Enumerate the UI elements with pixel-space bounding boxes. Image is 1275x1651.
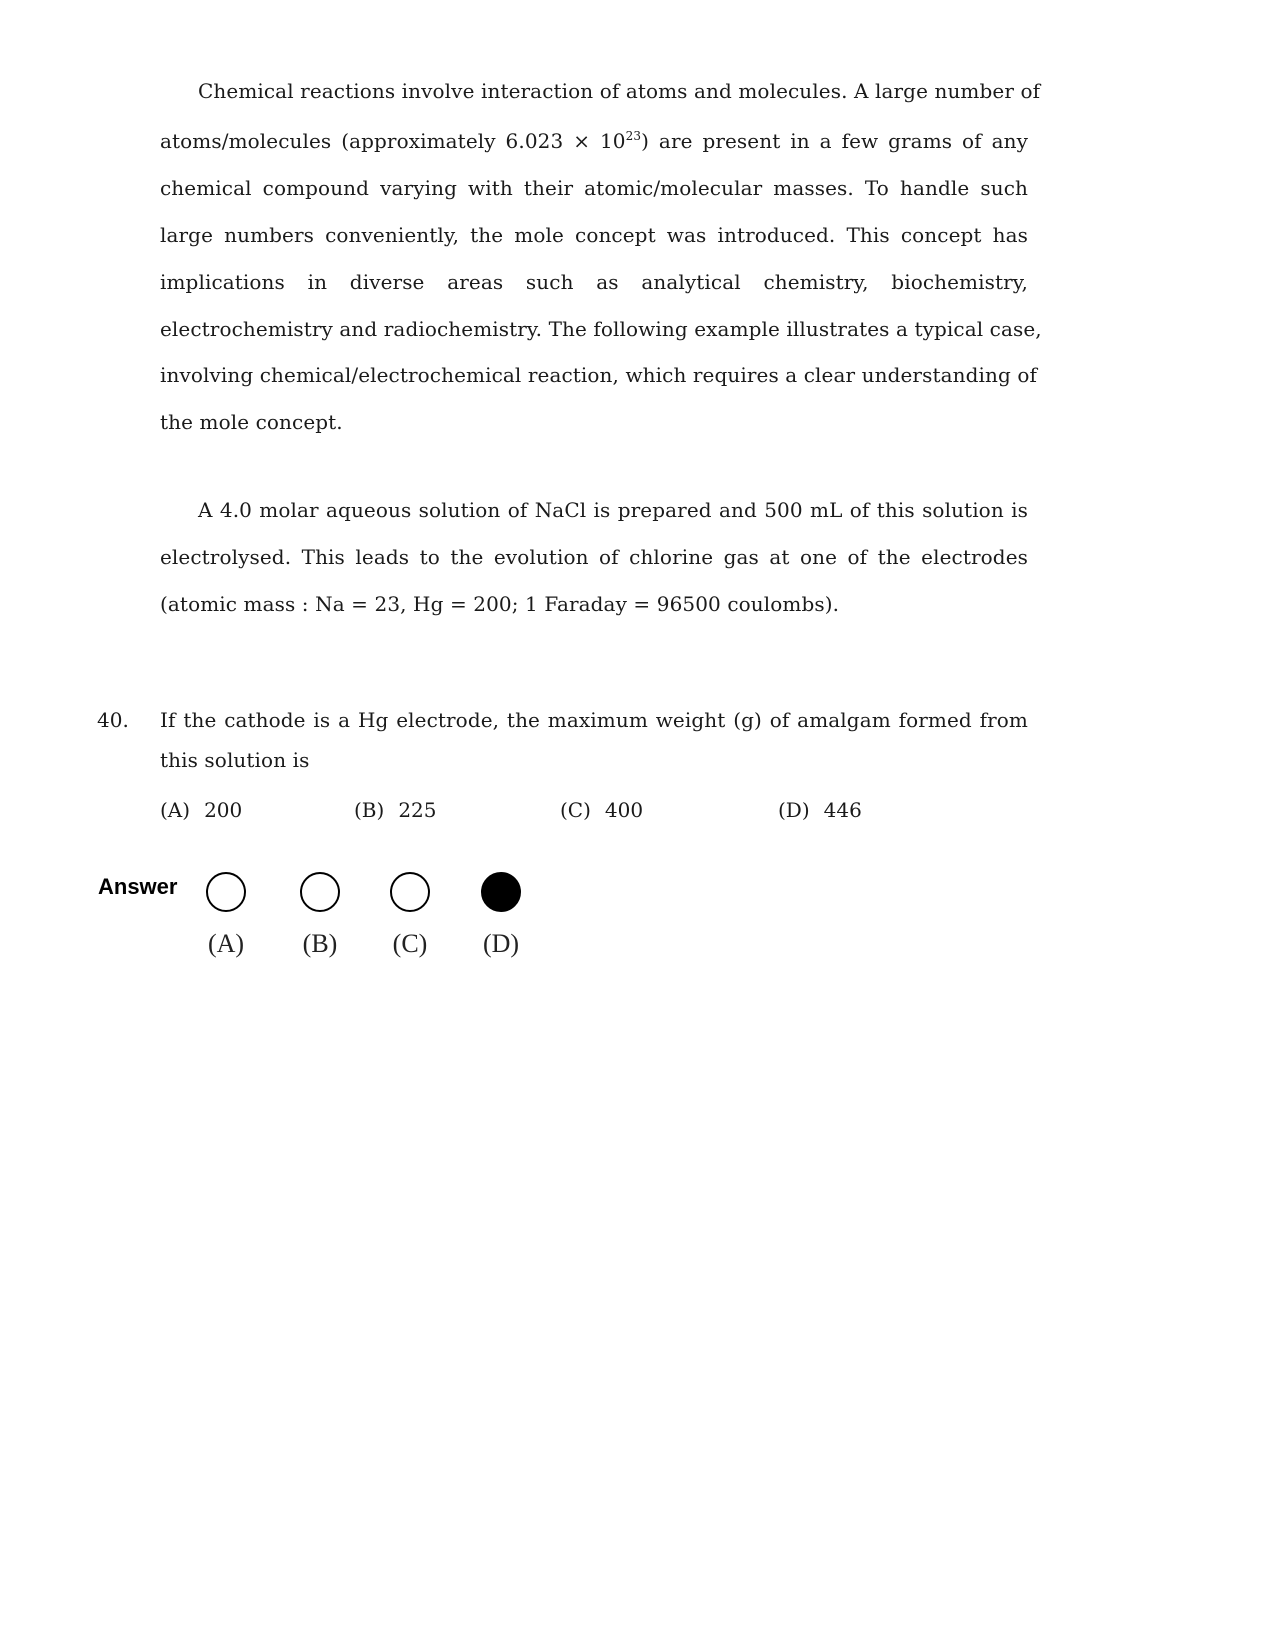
intro-line-2 xyxy=(160,128,1028,154)
exponent: 23 xyxy=(625,129,642,143)
answer-bubble-b[interactable] xyxy=(300,872,340,912)
option-a xyxy=(160,797,242,823)
answer-bubble-d-label: (D) xyxy=(482,929,520,958)
option-b-label: (B) xyxy=(354,798,385,822)
intro-line-8: the mole concept. xyxy=(160,410,343,434)
answer-bubble-d[interactable] xyxy=(481,872,521,912)
question-line-2: this solution is xyxy=(160,748,310,772)
answer-bubble-c-label: (C) xyxy=(392,929,428,958)
answer-label: Answer xyxy=(98,874,178,899)
intro-line-7: involving chemical/electrochemical reaction, which requires a clear understanding of xyxy=(160,363,1037,387)
answer-bubble-a[interactable] xyxy=(206,872,246,912)
option-b-value: 225 xyxy=(398,798,437,822)
option-d-label: (D) xyxy=(778,798,810,822)
intro-line-6: electrochemistry and radiochemistry. The following example illustrates a typical case, xyxy=(160,317,1042,341)
intro-line-4: large numbers conveniently, the mole concept was introduced. This concept has xyxy=(160,223,1028,247)
option-a-label: (A) xyxy=(160,798,191,822)
problem-line-2: electrolysed. This leads to the evolution of chlorine gas at one of the electrodes xyxy=(160,545,1028,569)
problem-line-3: (atomic mass : Na = 23, Hg = 200; 1 Faraday = 96500 coulombs). xyxy=(160,592,840,616)
option-a-value: 200 xyxy=(204,798,243,822)
question-number: 40. xyxy=(97,708,129,732)
question-line-1: If the cathode is a Hg electrode, the maximum weight (g) of amalgam formed from xyxy=(160,708,1028,732)
answer-bubble-b-label: (B) xyxy=(302,929,338,958)
option-d-value: 446 xyxy=(823,798,862,822)
intro-line-3: chemical compound varying with their atomic/molecular masses. To handle such xyxy=(160,176,1028,200)
intro-line-5: implications in diverse areas such as analytical chemistry, biochemistry, xyxy=(160,270,1028,294)
option-c-label: (C) xyxy=(560,798,591,822)
problem-line-1: A 4.0 molar aqueous solution of NaCl is prepared and 500 mL of this solution is xyxy=(198,498,1028,522)
option-c xyxy=(560,797,643,823)
answer-bubble-a-label: (A) xyxy=(207,929,245,958)
option-c-value: 400 xyxy=(604,798,644,822)
intro-line-2-pre: atoms/molecules (approximately 6.023 × 10 xyxy=(160,129,626,153)
problem-paragraph xyxy=(160,497,1028,617)
option-d xyxy=(778,797,862,823)
question-text xyxy=(160,707,1028,777)
option-b xyxy=(354,797,437,823)
intro-paragraph xyxy=(160,78,1042,448)
intro-line-2-post: ) are present in a few grams of any xyxy=(641,129,1028,153)
intro-line-1: Chemical reactions involve interaction of atoms and molecules. A large number of xyxy=(198,79,1041,103)
answer-bubble-c[interactable] xyxy=(390,872,430,912)
